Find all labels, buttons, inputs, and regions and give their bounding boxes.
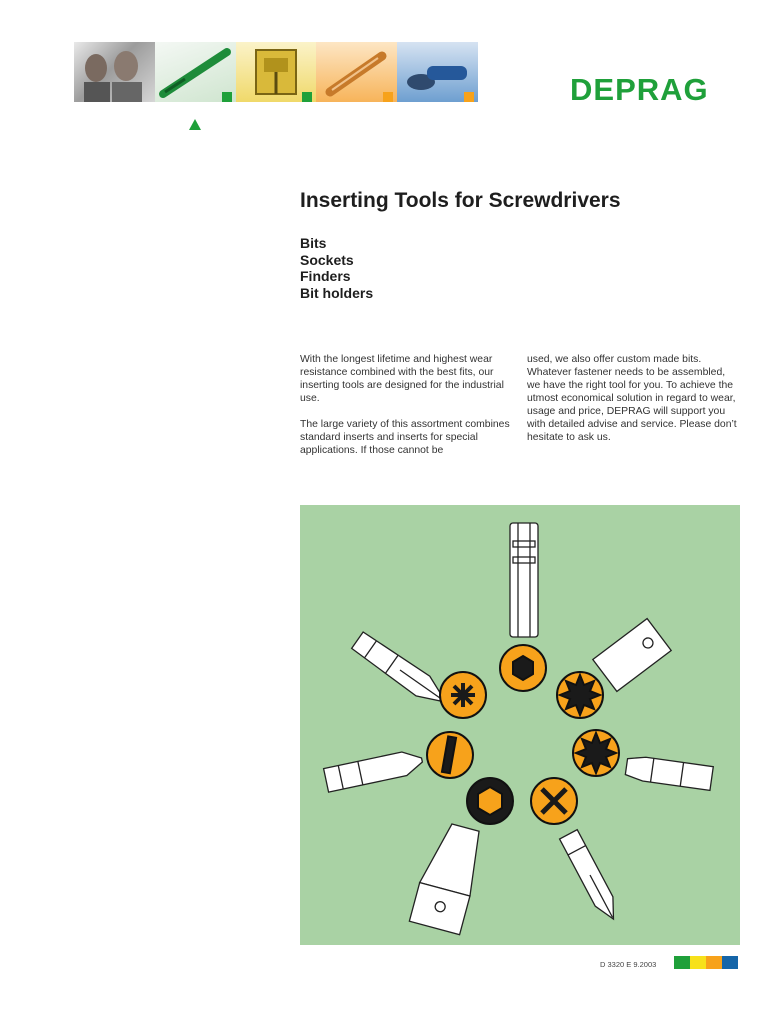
subtitle-list <box>300 235 373 301</box>
color-square-blue <box>722 956 738 969</box>
torx-bit-icon <box>625 755 714 791</box>
hex-socket-bit-icon <box>409 820 486 935</box>
header-photo-strip <box>74 42 478 102</box>
color-square-green <box>674 956 690 969</box>
triangle-marker-icon <box>189 119 201 130</box>
color-square-orange <box>706 956 722 969</box>
page-title: Inserting Tools for Screwdrivers <box>300 189 621 212</box>
photo-accent-square <box>464 92 474 102</box>
grinder-photo <box>397 42 478 102</box>
document-reference: D 3320 E 9.2003 <box>600 960 657 969</box>
intro-column-left <box>300 353 512 470</box>
photo-accent-square <box>302 92 312 102</box>
color-square-yellow <box>690 956 706 969</box>
intro-paragraph: With the longest lifetime and highest wear resistance combined with the best fits, our inserting tools are designed for the industrial use. <box>300 354 504 404</box>
workers-icon <box>74 42 155 102</box>
socket-icon <box>593 619 671 692</box>
green-screwdriver-photo <box>155 42 236 102</box>
intro-paragraph: used, we also offer custom made bits. Whatever fastener needs to be assembled, we have the right tool for you. To achieve the utmost economical solution in regard to wear, usage and price, DEPRAG will support you with detailed advise and service. Please don’t hesitate to ask us. <box>527 354 737 443</box>
footer-color-squares <box>674 956 738 969</box>
copper-tool-photo <box>316 42 397 102</box>
photo-accent-square <box>222 92 232 102</box>
intro-column-right <box>527 353 739 457</box>
brand-logo: DEPRAG <box>570 72 709 107</box>
subtitle-item: Sockets <box>300 251 354 268</box>
workers-photo <box>74 42 155 102</box>
phillips-bit-icon <box>351 630 453 712</box>
hex-bit-icon <box>510 523 538 637</box>
intro-paragraph: The large variety of this assortment combines standard inserts and inserts for special applications. If those cannot be <box>300 419 510 456</box>
subtitle-item: Bits <box>300 235 327 251</box>
subtitle-item: Finders <box>300 268 351 285</box>
machine-photo <box>236 42 317 102</box>
slotted-bit-icon <box>324 748 425 792</box>
subtitle-item: Bit holders <box>300 284 374 301</box>
bits-illustration <box>300 505 740 945</box>
pozidriv-bit-icon <box>560 830 623 924</box>
bits-illustration-graphic <box>300 505 740 945</box>
photo-accent-square <box>383 92 393 102</box>
